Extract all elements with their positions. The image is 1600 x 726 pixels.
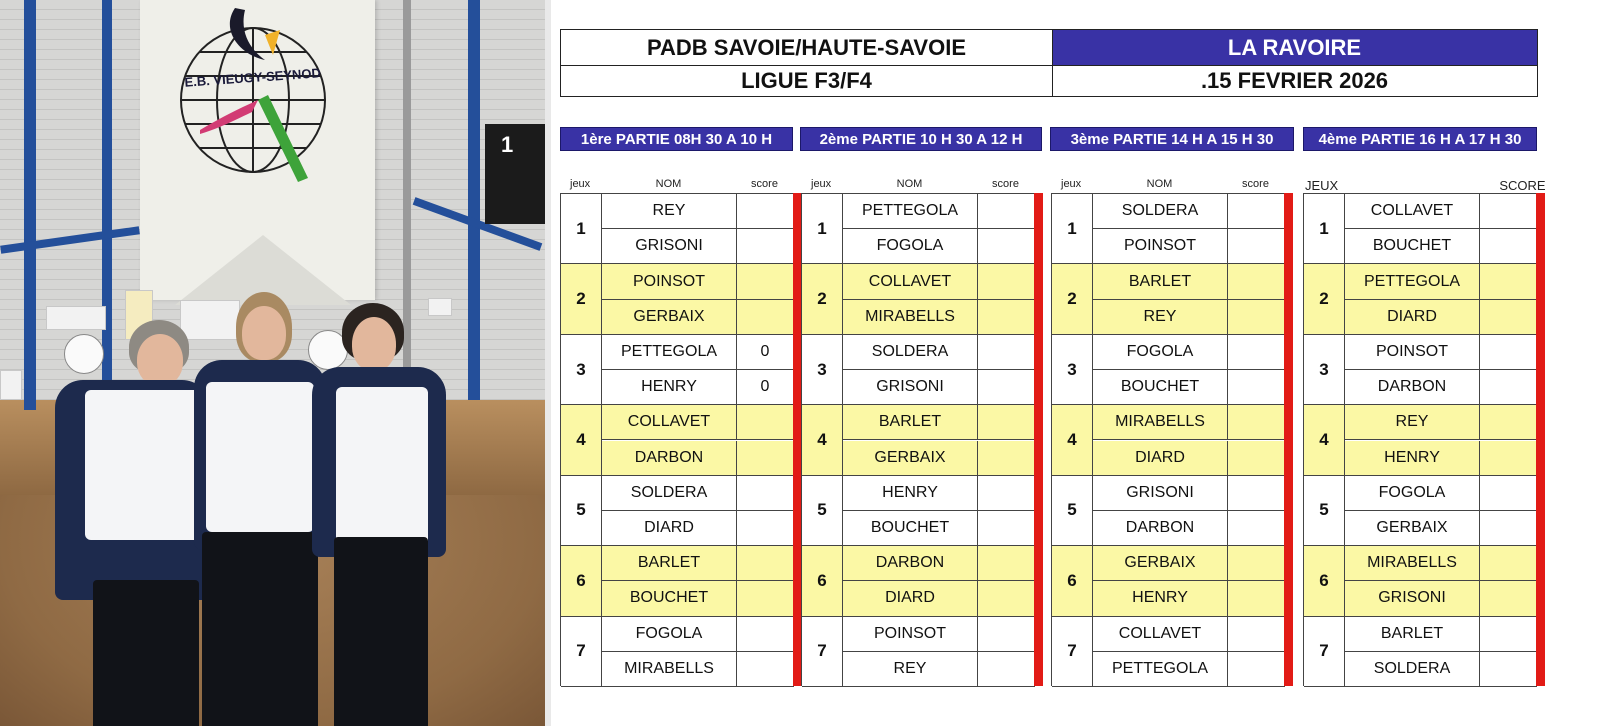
- column-header-jeux: jeux: [1061, 178, 1082, 190]
- score-cell[interactable]: [1228, 194, 1285, 229]
- player-name: FOGOLA: [602, 617, 737, 652]
- column-header-jeux: jeux: [811, 178, 832, 190]
- game-number: 6: [1052, 546, 1093, 616]
- score-cell[interactable]: [1228, 511, 1285, 546]
- event-date: .15 FEVRIER 2026: [1200, 68, 1389, 93]
- game-number: 3: [561, 335, 602, 405]
- game-number: 3: [802, 335, 843, 405]
- score-cell[interactable]: [1228, 300, 1285, 335]
- notice-board: [0, 370, 22, 400]
- score-cell[interactable]: [1480, 194, 1537, 229]
- game-number: 1: [1304, 194, 1345, 264]
- game-number: 2: [561, 264, 602, 334]
- part-separator: [1284, 193, 1293, 686]
- player-name: DARBON: [1093, 511, 1228, 546]
- player-name: HENRY: [843, 476, 978, 511]
- player-name: SOLDERA: [1093, 194, 1228, 229]
- player-name: SOLDERA: [843, 335, 978, 370]
- games-table-2: [801, 193, 1034, 686]
- player-name: BOUCHET: [1345, 229, 1480, 264]
- game-number: 5: [1304, 476, 1345, 546]
- score-cell[interactable]: [737, 581, 794, 616]
- league-title: LIGUE F3/F4: [741, 68, 872, 93]
- game-number: 6: [802, 546, 843, 616]
- player-name: MIRABELLS: [1345, 546, 1480, 581]
- panel-divider: [545, 0, 551, 726]
- player-name: MIRABELLS: [1093, 405, 1228, 440]
- player-name: DARBON: [1345, 370, 1480, 405]
- player-name: GERBAIX: [602, 300, 737, 335]
- score-cell[interactable]: [1480, 652, 1537, 687]
- player-name: COLLAVET: [843, 264, 978, 299]
- score-cell[interactable]: [1480, 300, 1537, 335]
- player-name: REY: [1345, 405, 1480, 440]
- player-name: BOUCHET: [843, 511, 978, 546]
- score-cell[interactable]: [978, 441, 1035, 476]
- player-name: SOLDERA: [602, 476, 737, 511]
- score-cell[interactable]: [1228, 581, 1285, 616]
- lane-number: 1: [501, 132, 514, 157]
- score-cell[interactable]: [1228, 617, 1285, 652]
- player-name: GERBAIX: [1093, 546, 1228, 581]
- score-cell[interactable]: [1480, 476, 1537, 511]
- score-cell[interactable]: 0: [737, 335, 794, 370]
- score-cell[interactable]: [737, 476, 794, 511]
- schedule-sheet: [560, 0, 1600, 726]
- game-number: 7: [1304, 617, 1345, 687]
- games-table-3: [1051, 193, 1284, 686]
- player-name: BARLET: [1093, 264, 1228, 299]
- game-number: 4: [1052, 405, 1093, 475]
- score-cell[interactable]: [978, 264, 1035, 299]
- part-separator: [1034, 193, 1043, 686]
- score-cell[interactable]: [1480, 264, 1537, 299]
- score-cell[interactable]: [1228, 370, 1285, 405]
- notice-board: [180, 300, 240, 340]
- player-name: PETTEGOLA: [1093, 652, 1228, 687]
- score-cell[interactable]: [978, 652, 1035, 687]
- player-name: MIRABELLS: [843, 300, 978, 335]
- score-cell[interactable]: [1228, 264, 1285, 299]
- game-number: 1: [802, 194, 843, 264]
- venue-title: LA RAVOIRE: [1052, 30, 1537, 65]
- player-name: GERBAIX: [843, 441, 978, 476]
- game-number: 4: [1304, 405, 1345, 475]
- game-number: 1: [1052, 194, 1093, 264]
- steel-beam: [468, 0, 480, 400]
- score-cell[interactable]: [1228, 652, 1285, 687]
- column-header-score: score: [1242, 178, 1269, 190]
- game-number: 5: [802, 476, 843, 546]
- part-header-1: 1ère PARTIE 08H 30 A 10 H: [560, 127, 793, 151]
- column-header-score: score: [751, 178, 778, 190]
- player-name: COLLAVET: [1345, 194, 1480, 229]
- score-cell[interactable]: [737, 194, 794, 229]
- player-name: SOLDERA: [1345, 652, 1480, 687]
- score-cell[interactable]: [978, 194, 1035, 229]
- player-name: GRISONI: [1345, 581, 1480, 616]
- player-name: HENRY: [602, 370, 737, 405]
- score-cell[interactable]: 0: [737, 370, 794, 405]
- score-cell[interactable]: [737, 511, 794, 546]
- player-name: DIARD: [1345, 300, 1480, 335]
- score-cell[interactable]: [737, 405, 794, 440]
- column-header-nom: [1344, 178, 1479, 192]
- score-clock-icon: [64, 334, 104, 374]
- score-cell[interactable]: [737, 229, 794, 264]
- team-photo: [0, 0, 545, 726]
- player-name: GRISONI: [1093, 476, 1228, 511]
- score-cell[interactable]: [978, 511, 1035, 546]
- player-name: REY: [602, 194, 737, 229]
- player-name: COLLAVET: [602, 405, 737, 440]
- part-header-3: 3ème PARTIE 14 H A 15 H 30: [1050, 127, 1294, 151]
- game-number: 6: [561, 546, 602, 616]
- score-cell[interactable]: [978, 476, 1035, 511]
- score-cell[interactable]: [1480, 405, 1537, 440]
- score-cell[interactable]: [1228, 441, 1285, 476]
- player-name: FOGOLA: [843, 229, 978, 264]
- game-number: 2: [1304, 264, 1345, 334]
- score-cell[interactable]: [737, 441, 794, 476]
- game-number: 5: [561, 476, 602, 546]
- game-number: 3: [1304, 335, 1345, 405]
- score-cell[interactable]: [978, 335, 1035, 370]
- score-cell[interactable]: [978, 546, 1035, 581]
- game-number: 1: [561, 194, 602, 264]
- player-name: POINSOT: [843, 617, 978, 652]
- score-cell[interactable]: [1480, 335, 1537, 370]
- part-header-2: 2ème PARTIE 10 H 30 A 12 H: [800, 127, 1042, 151]
- lane-number-board: [485, 124, 545, 224]
- score-cell[interactable]: [978, 581, 1035, 616]
- player-name: PETTEGOLA: [843, 194, 978, 229]
- column-header-nom: NOM: [896, 178, 923, 190]
- player-name: DARBON: [602, 441, 737, 476]
- column-header-score: SCORE: [1499, 178, 1546, 193]
- player-name: POINSOT: [602, 264, 737, 299]
- part-header-4: 4ème PARTIE 16 H A 17 H 30: [1303, 127, 1537, 151]
- score-cell[interactable]: [737, 264, 794, 299]
- game-number: 7: [561, 617, 602, 687]
- player-name: GERBAIX: [1345, 511, 1480, 546]
- game-number: 2: [802, 264, 843, 334]
- part-separator: [1536, 193, 1545, 686]
- score-cell[interactable]: [978, 300, 1035, 335]
- game-number: 7: [802, 617, 843, 687]
- score-cell[interactable]: [978, 617, 1035, 652]
- player-name: POINSOT: [1093, 229, 1228, 264]
- player-name: REY: [1093, 300, 1228, 335]
- player-name: COLLAVET: [1093, 617, 1228, 652]
- game-number: 4: [802, 405, 843, 475]
- steel-beam: [24, 0, 36, 410]
- player-name: BARLET: [602, 546, 737, 581]
- game-number: 4: [561, 405, 602, 475]
- game-number: 6: [1304, 546, 1345, 616]
- player-name: DIARD: [843, 581, 978, 616]
- player-name: DIARD: [1093, 441, 1228, 476]
- player-name: BOUCHET: [602, 581, 737, 616]
- column-header-nom: NOM: [655, 178, 682, 190]
- column-header-nom: NOM: [1146, 178, 1173, 190]
- player-name: BOUCHET: [1093, 370, 1228, 405]
- games-table-1: [560, 193, 793, 686]
- player-name: FOGOLA: [1345, 476, 1480, 511]
- player-name: GRISONI: [602, 229, 737, 264]
- game-number: 2: [1052, 264, 1093, 334]
- score-cell[interactable]: [1228, 229, 1285, 264]
- score-cell[interactable]: [737, 300, 794, 335]
- column-header-jeux: JEUX: [1305, 178, 1339, 193]
- game-number: 3: [1052, 335, 1093, 405]
- steel-beam: [102, 0, 112, 400]
- score-cell[interactable]: [737, 546, 794, 581]
- player-name: BARLET: [843, 405, 978, 440]
- player-name: POINSOT: [1345, 335, 1480, 370]
- score-cell[interactable]: [737, 617, 794, 652]
- player-name: DIARD: [602, 511, 737, 546]
- player-name: FOGOLA: [1093, 335, 1228, 370]
- score-cell[interactable]: [1480, 546, 1537, 581]
- score-cell[interactable]: [978, 405, 1035, 440]
- score-cell[interactable]: [1480, 581, 1537, 616]
- player-name: PETTEGOLA: [1345, 264, 1480, 299]
- player-name: GRISONI: [843, 370, 978, 405]
- column-header-score: score: [992, 178, 1019, 190]
- notice-board: [428, 298, 452, 316]
- committee-title: PADB SAVOIE/HAUTE-SAVOIE: [646, 34, 967, 60]
- score-cell[interactable]: [737, 652, 794, 687]
- player-name: DARBON: [843, 546, 978, 581]
- score-cell[interactable]: [978, 229, 1035, 264]
- score-cell[interactable]: [978, 370, 1035, 405]
- player-name: PETTEGOLA: [602, 335, 737, 370]
- score-cell[interactable]: [1480, 229, 1537, 264]
- score-cell[interactable]: [1228, 546, 1285, 581]
- game-number: 7: [1052, 617, 1093, 687]
- score-cell[interactable]: [1228, 405, 1285, 440]
- banner-logo-text: E.B. VIEUGY-SEYNOD: [184, 65, 322, 90]
- schedule-header: [560, 29, 1538, 97]
- pipe: [403, 0, 411, 400]
- game-number: 5: [1052, 476, 1093, 546]
- column-header-jeux: jeux: [570, 178, 591, 190]
- score-cell[interactable]: [1228, 335, 1285, 370]
- player-name: HENRY: [1093, 581, 1228, 616]
- player-name: BARLET: [1345, 617, 1480, 652]
- games-table-4: [1303, 193, 1536, 686]
- player-name: HENRY: [1345, 441, 1480, 476]
- score-cell[interactable]: [1480, 617, 1537, 652]
- notice-board: [46, 306, 106, 330]
- score-cell[interactable]: [1480, 441, 1537, 476]
- player-name: MIRABELLS: [602, 652, 737, 687]
- player-name: REY: [843, 652, 978, 687]
- score-cell[interactable]: [1228, 476, 1285, 511]
- score-cell[interactable]: [1480, 370, 1537, 405]
- score-cell[interactable]: [1480, 511, 1537, 546]
